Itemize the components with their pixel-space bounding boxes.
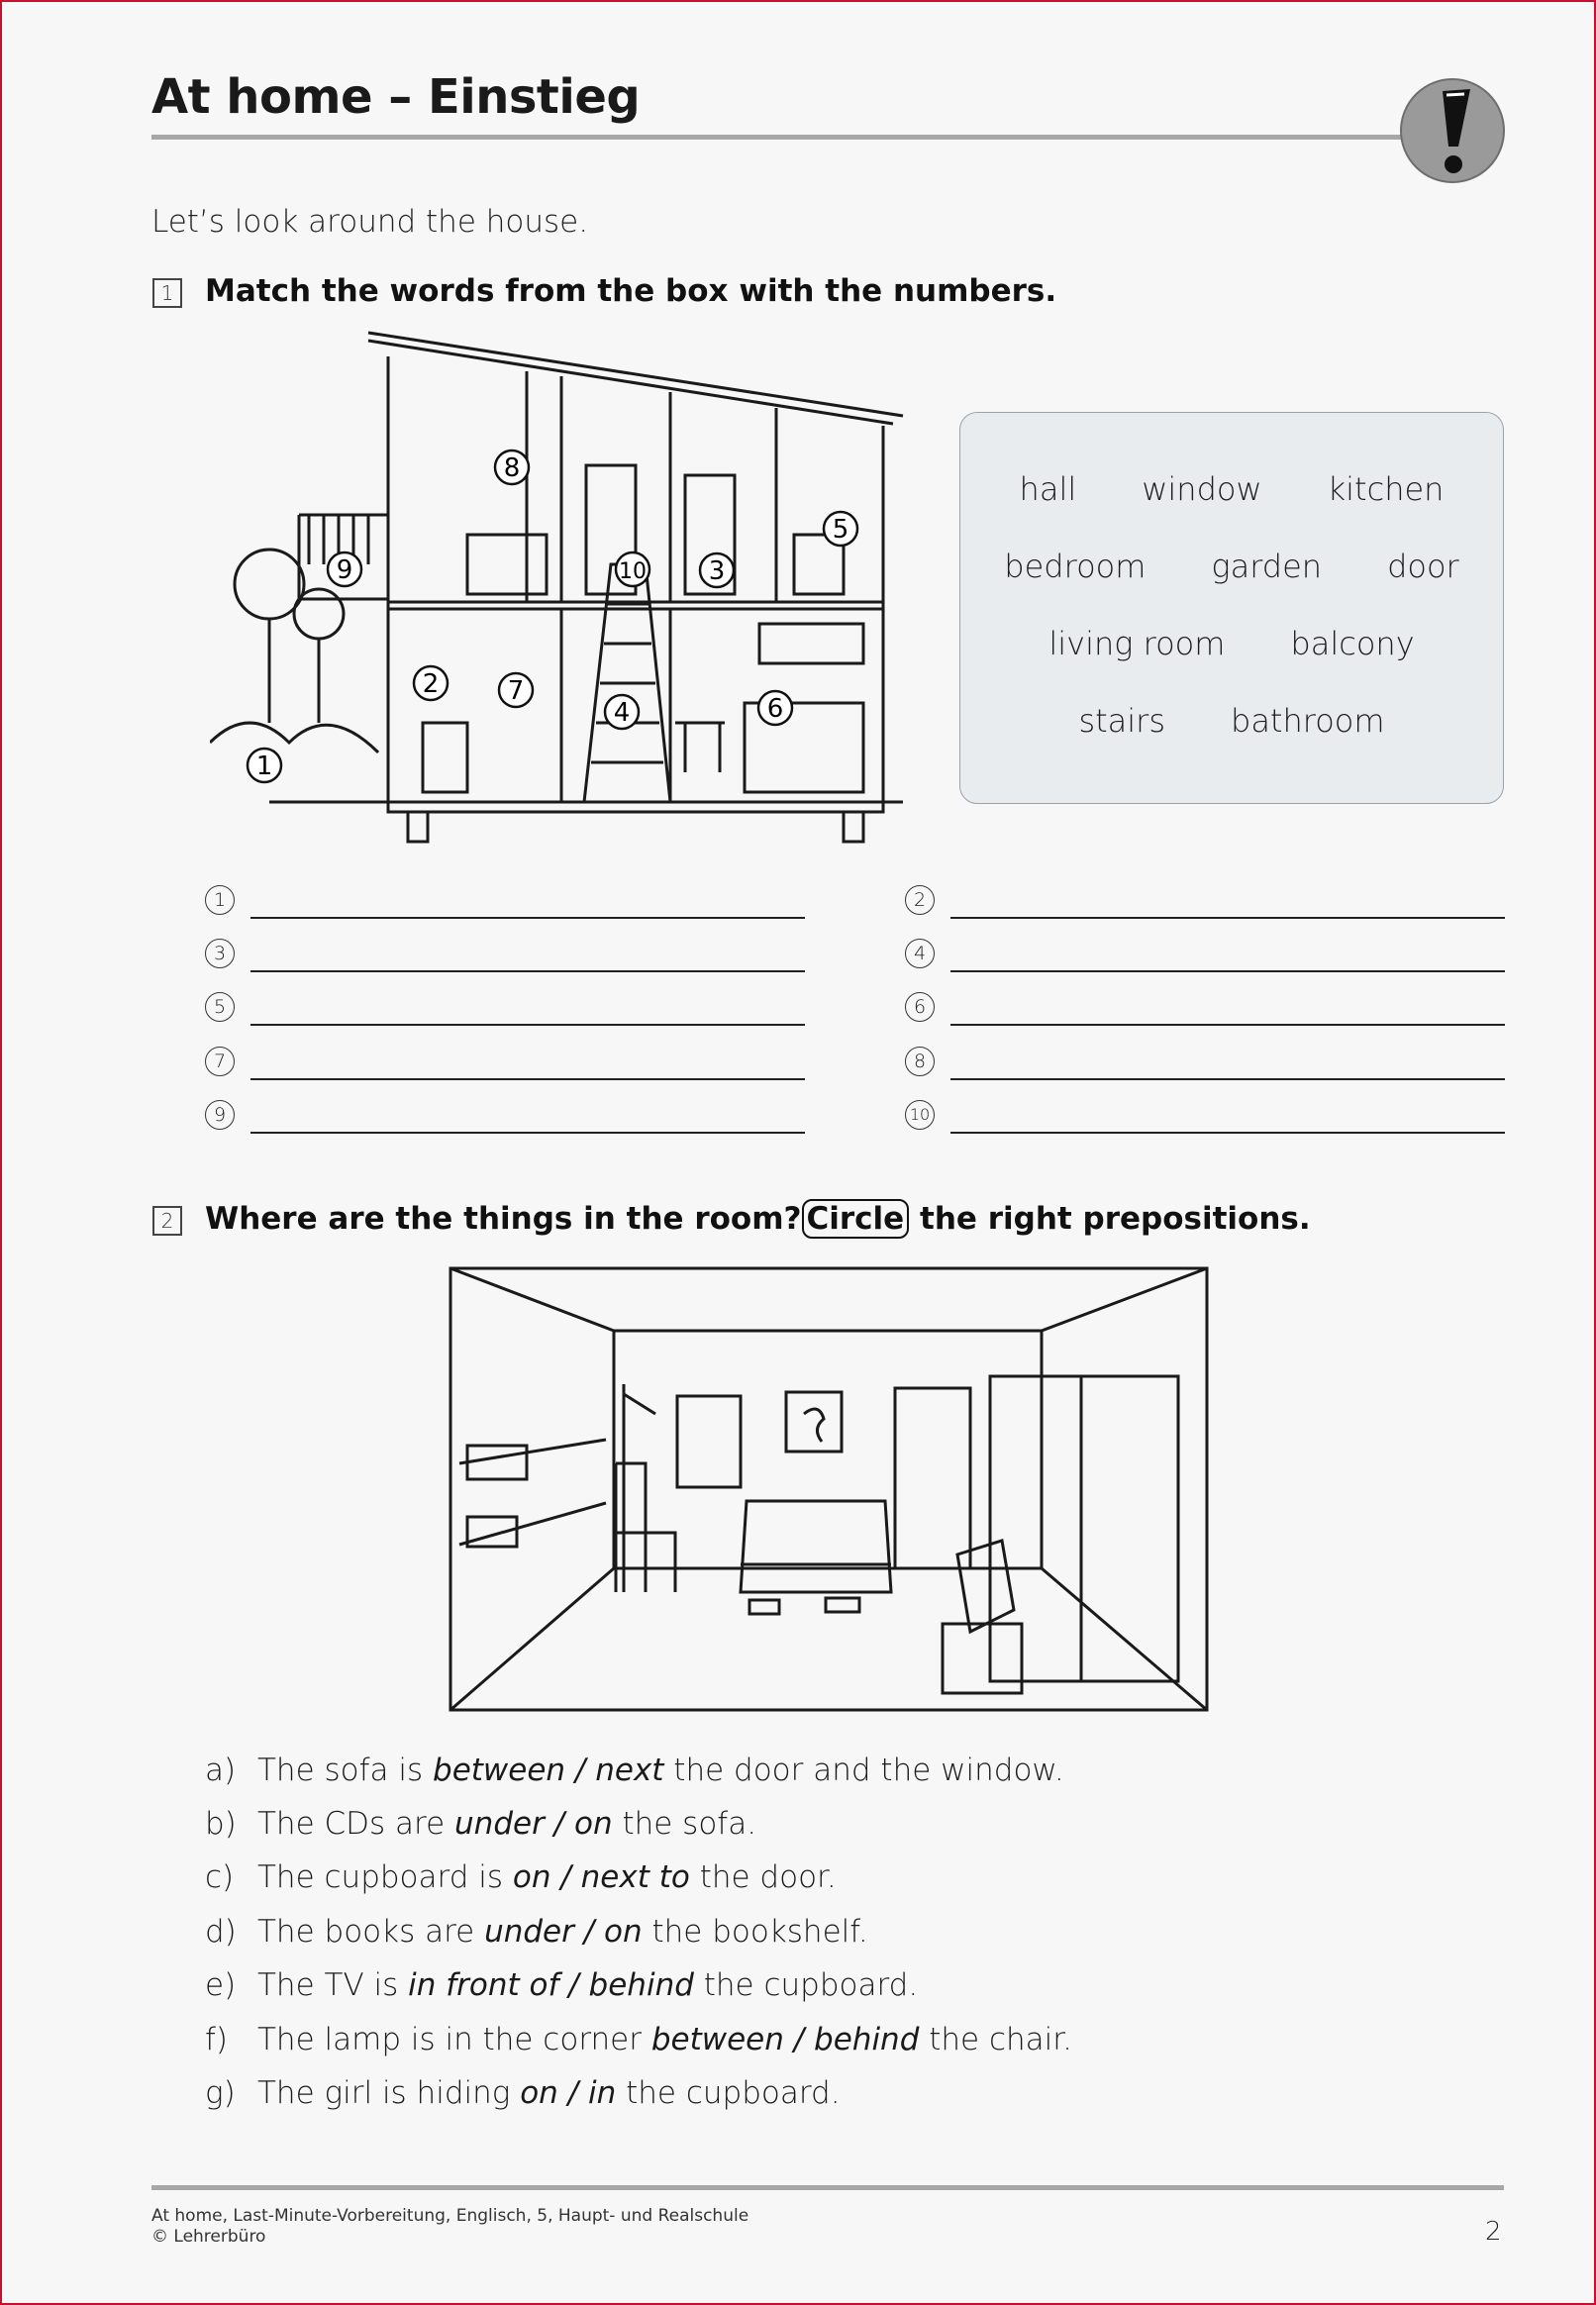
intro-text: Let’s look around the house. xyxy=(151,204,589,240)
house-label-4: 4 xyxy=(613,698,631,728)
word-box xyxy=(959,412,1504,804)
house-label-10: 10 xyxy=(619,559,647,584)
sentence-label: g) xyxy=(205,2075,236,2111)
house-label-8: 8 xyxy=(503,453,521,483)
sentence-e xyxy=(205,1967,918,2003)
task-1-number: 1 xyxy=(152,278,182,308)
word-row-2 xyxy=(960,548,1503,585)
house-label-3: 3 xyxy=(708,556,726,586)
house-label-9: 9 xyxy=(336,555,353,585)
word: bedroom xyxy=(1004,548,1147,585)
sentence-text: The sofa is xyxy=(257,1753,434,1788)
house-illustration xyxy=(210,327,913,852)
sentence-label: f) xyxy=(205,2022,229,2057)
page-title: At home – Einstieg xyxy=(151,69,641,125)
word-row-3 xyxy=(960,625,1503,662)
sentence-text: the cupboard. xyxy=(693,1967,919,2003)
sentence-text: the door. xyxy=(689,1859,837,1895)
room-illustration xyxy=(448,1265,1210,1713)
word: hall xyxy=(1019,470,1077,508)
word: door xyxy=(1387,548,1459,585)
answer-number: 3 xyxy=(205,939,235,968)
answer-number: 4 xyxy=(905,939,935,968)
sentence-label: c) xyxy=(205,1859,235,1895)
sentence-label: b) xyxy=(205,1806,237,1842)
answer-number: 10 xyxy=(905,1100,935,1130)
preposition-options[interactable]: between / next xyxy=(433,1753,664,1788)
footer-copyright: © Lehrerbüro xyxy=(151,2227,266,2247)
preposition-options[interactable]: on / in xyxy=(520,2075,617,2111)
sentence-d xyxy=(205,1914,868,1950)
preposition-options[interactable]: under / on xyxy=(484,1914,643,1950)
answer-number: 9 xyxy=(205,1100,235,1130)
sentence-label: e) xyxy=(205,1967,237,2003)
preposition-options[interactable]: on / next to xyxy=(512,1859,690,1895)
word: kitchen xyxy=(1327,470,1445,508)
sentence-text: The cupboard is xyxy=(257,1859,513,1895)
house-label-7: 7 xyxy=(507,676,525,706)
answer-line-10[interactable] xyxy=(905,1098,1509,1138)
footer-text xyxy=(151,2206,748,2248)
word: bathroom xyxy=(1231,702,1385,740)
sentence-text: The lamp is in the corner xyxy=(257,2022,651,2057)
word: living room xyxy=(1048,625,1226,662)
sentence-text: The girl is hiding xyxy=(257,2075,521,2111)
word-row-1 xyxy=(960,470,1503,508)
house-label-5: 5 xyxy=(832,515,849,545)
sentence-text: the cupboard. xyxy=(616,2075,841,2111)
task-2-instruction xyxy=(205,1201,1311,1237)
sentence-text: The books are xyxy=(257,1914,485,1950)
answer-line-4[interactable] xyxy=(905,937,1509,976)
sentence-text: The CDs are xyxy=(257,1806,455,1842)
sentence-text: the sofa. xyxy=(612,1806,757,1842)
answer-line-8[interactable] xyxy=(905,1045,1509,1084)
word: window xyxy=(1142,470,1262,508)
sentence-text: the bookshelf. xyxy=(642,1914,868,1950)
word: balcony xyxy=(1290,625,1415,662)
footer-source: At home, Last-Minute-Vorbereitung, Englisch, 5, Haupt- und Realschule xyxy=(151,2206,749,2226)
answer-line-2[interactable] xyxy=(905,883,1509,923)
preposition-options[interactable]: between / behind xyxy=(650,2022,920,2057)
sentence-f xyxy=(205,2022,1072,2057)
answer-line-7[interactable] xyxy=(205,1045,809,1084)
sentence-label: d) xyxy=(205,1914,237,1950)
house-label-2: 2 xyxy=(422,669,440,699)
task-2-number: 2 xyxy=(152,1206,182,1236)
footer-rule xyxy=(151,2185,1504,2190)
instruction-part: the right prepositions. xyxy=(920,1201,1311,1237)
answer-number: 8 xyxy=(905,1047,935,1076)
sentence-g xyxy=(205,2075,841,2111)
exclamation-icon xyxy=(1399,77,1506,184)
task-1-instruction: Match the words from the box with the numbers. xyxy=(205,273,1057,309)
sentence-label: a) xyxy=(205,1753,237,1788)
answer-line-6[interactable] xyxy=(905,990,1509,1030)
preposition-options[interactable]: in front of / behind xyxy=(408,1967,694,2003)
answer-number: 2 xyxy=(905,885,935,915)
instruction-part: Where are the things in the room? xyxy=(205,1201,802,1237)
word: garden xyxy=(1211,548,1323,585)
page-number: 2 xyxy=(1485,2217,1502,2247)
answer-number: 1 xyxy=(205,885,235,915)
answer-number: 7 xyxy=(205,1047,235,1076)
house-label-1: 1 xyxy=(255,752,273,781)
answer-number: 5 xyxy=(205,992,235,1022)
answer-line-5[interactable] xyxy=(205,990,809,1030)
sentence-text: the door and the window. xyxy=(663,1753,1064,1788)
preposition-options[interactable]: under / on xyxy=(454,1806,613,1842)
circle-word: Circle xyxy=(802,1199,910,1239)
answer-line-9[interactable] xyxy=(205,1098,809,1138)
answer-number: 6 xyxy=(905,992,935,1022)
answer-line-3[interactable] xyxy=(205,937,809,976)
sentence-text: The TV is xyxy=(257,1967,409,2003)
house-label-6: 6 xyxy=(766,694,784,724)
sentence-a xyxy=(205,1753,1064,1788)
sentence-b xyxy=(205,1806,756,1842)
word: stairs xyxy=(1078,702,1165,740)
sentence-c xyxy=(205,1859,837,1895)
title-rule xyxy=(151,135,1409,140)
word-row-4 xyxy=(960,702,1503,740)
sentence-text: the chair. xyxy=(919,2022,1073,2057)
answer-line-1[interactable] xyxy=(205,883,809,923)
